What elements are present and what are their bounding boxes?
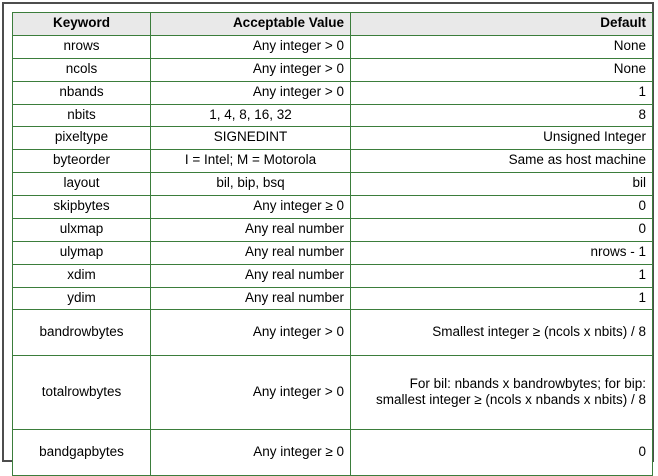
cell-acceptable-value: bil, bip, bsq bbox=[151, 173, 351, 196]
cell-acceptable-value: Any integer > 0 bbox=[151, 58, 351, 81]
table-row bbox=[13, 430, 653, 476]
table-header-row bbox=[13, 13, 653, 36]
cell-acceptable-value: SIGNEDINT bbox=[151, 127, 351, 150]
column-header-acceptable-value: Acceptable Value bbox=[151, 13, 351, 36]
cell-default: 1 bbox=[351, 81, 653, 104]
table-row bbox=[13, 127, 653, 150]
cell-keyword: totalrowbytes bbox=[13, 356, 151, 430]
cell-keyword: ulymap bbox=[13, 241, 151, 264]
cell-acceptable-value: Any real number bbox=[151, 218, 351, 241]
cell-keyword: nrows bbox=[13, 35, 151, 58]
table-row bbox=[13, 35, 653, 58]
table-row bbox=[13, 264, 653, 287]
cell-keyword: nbits bbox=[13, 104, 151, 127]
table-row bbox=[13, 81, 653, 104]
cell-keyword: byteorder bbox=[13, 150, 151, 173]
cell-acceptable-value: Any real number bbox=[151, 287, 351, 310]
cell-keyword: nbands bbox=[13, 81, 151, 104]
cell-default: 0 bbox=[351, 218, 653, 241]
table-row bbox=[13, 241, 653, 264]
column-header-default: Default bbox=[351, 13, 653, 36]
table-row bbox=[13, 196, 653, 219]
cell-acceptable-value: I = Intel; M = Motorola bbox=[151, 150, 351, 173]
cell-default: bil bbox=[351, 173, 653, 196]
cell-default: None bbox=[351, 35, 653, 58]
cell-acceptable-value: Any real number bbox=[151, 241, 351, 264]
table-row bbox=[13, 218, 653, 241]
cell-acceptable-value: Any integer > 0 bbox=[151, 35, 351, 58]
cell-default: Same as host machine bbox=[351, 150, 653, 173]
cell-acceptable-value: 1, 4, 8, 16, 32 bbox=[151, 104, 351, 127]
cell-acceptable-value: Any integer ≥ 0 bbox=[151, 430, 351, 476]
cell-acceptable-value: Any integer > 0 bbox=[151, 356, 351, 430]
cell-keyword: bandgapbytes bbox=[13, 430, 151, 476]
header-keywords-table bbox=[12, 12, 653, 476]
cell-acceptable-value: Any integer > 0 bbox=[151, 310, 351, 356]
table-row bbox=[13, 287, 653, 310]
cell-default: 0 bbox=[351, 196, 653, 219]
cell-default: Unsigned Integer bbox=[351, 127, 653, 150]
cell-keyword: ulxmap bbox=[13, 218, 151, 241]
cell-default: 1 bbox=[351, 287, 653, 310]
cell-keyword: ydim bbox=[13, 287, 151, 310]
table-frame bbox=[2, 2, 654, 462]
cell-default: nrows - 1 bbox=[351, 241, 653, 264]
cell-default: Smallest integer ≥ (ncols x nbits) / 8 bbox=[351, 310, 653, 356]
cell-keyword: ncols bbox=[13, 58, 151, 81]
table-row bbox=[13, 58, 653, 81]
cell-default: None bbox=[351, 58, 653, 81]
table-row bbox=[13, 173, 653, 196]
cell-acceptable-value: Any integer > 0 bbox=[151, 81, 351, 104]
cell-keyword: xdim bbox=[13, 264, 151, 287]
cell-acceptable-value: Any integer ≥ 0 bbox=[151, 196, 351, 219]
table-row bbox=[13, 104, 653, 127]
cell-default: 1 bbox=[351, 264, 653, 287]
table-row bbox=[13, 150, 653, 173]
cell-default: For bil: nbands x bandrowbytes; for bip: smallest integer ≥ (ncols x nbands x nbits) / 8 bbox=[351, 356, 653, 430]
cell-keyword: pixeltype bbox=[13, 127, 151, 150]
cell-acceptable-value: Any real number bbox=[151, 264, 351, 287]
cell-default: 8 bbox=[351, 104, 653, 127]
cell-default: 0 bbox=[351, 430, 653, 476]
cell-keyword: bandrowbytes bbox=[13, 310, 151, 356]
cell-keyword: layout bbox=[13, 173, 151, 196]
column-header-keyword: Keyword bbox=[13, 13, 151, 36]
cell-keyword: skipbytes bbox=[13, 196, 151, 219]
table-row bbox=[13, 310, 653, 356]
table-row bbox=[13, 356, 653, 430]
